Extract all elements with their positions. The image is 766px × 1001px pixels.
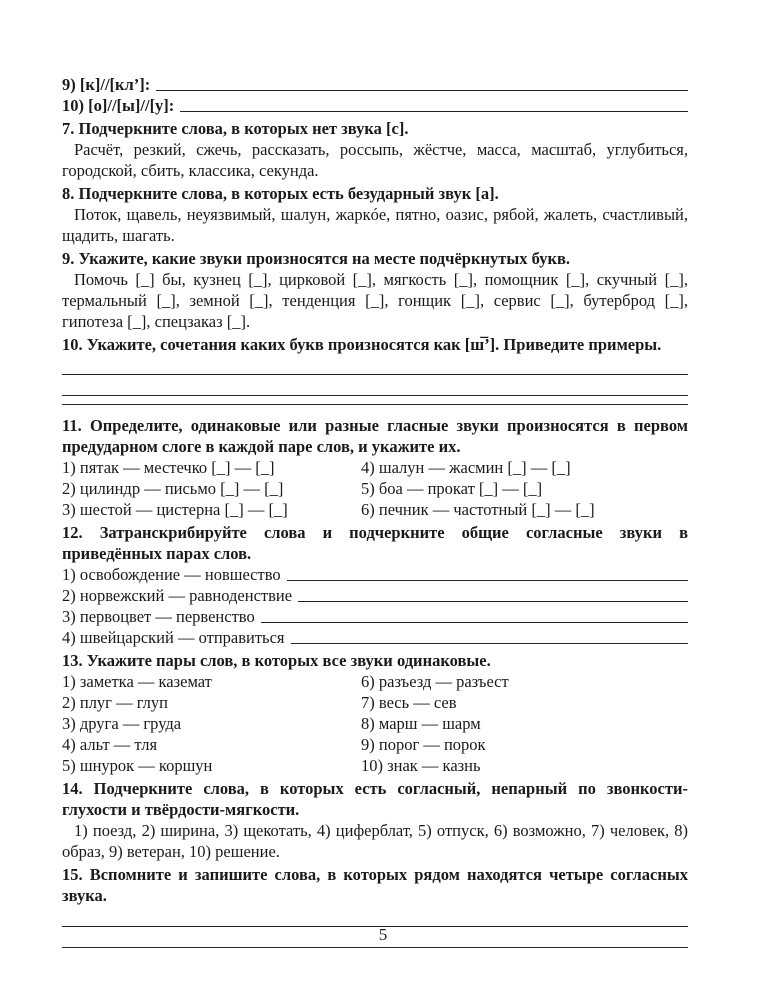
- row-label: 9) [к]//[кл’]:: [62, 75, 151, 94]
- list-item: 2) плуг — глуп: [62, 693, 168, 712]
- task-title: 10. Укажите, сочетания каких букв произносятся как [ш̅’]. Приведите примеры.: [62, 335, 662, 354]
- list-item: 4) шалун — жасмин [_] — [_]: [361, 458, 571, 477]
- task-body: Поток, щавель, неуязвимый, шалун, жаркóе, пятно, оазис, рябой, жалеть, счастливый, щадить, шагать.: [62, 205, 688, 245]
- answer-line[interactable]: [261, 622, 688, 623]
- row-label: 3) первоцвет — первенство: [62, 607, 255, 626]
- row-label: 10) [о]//[ы]//[у]:: [62, 96, 175, 115]
- page-number: 5: [378, 925, 388, 944]
- task-10: [62, 334, 688, 396]
- answer-line[interactable]: [291, 643, 689, 644]
- list-item: 6) разъезд — разъест: [361, 672, 509, 691]
- row-label: 1) освобождение — новшество: [62, 565, 281, 584]
- pairs-grid: [62, 457, 688, 520]
- task-13: [62, 650, 688, 776]
- task-11: [62, 415, 688, 520]
- answer-line[interactable]: [180, 111, 688, 112]
- task-title: 11. Определите, одинаковые или разные гласные звуки произносятся в первом предударном слоге в каждой паре слов, и укажите их.: [62, 416, 688, 456]
- task-title: 9. Укажите, какие звуки произносятся на месте подчёркнутых букв.: [62, 249, 571, 268]
- answer-line[interactable]: [298, 601, 688, 602]
- task-body: Помочь [_] бы, кузнец [_], цирковой [_], мягкость [_], помощник [_], скучный [_], термальный [_], земной [_], тенденция [_], гонщик [_], сервис [_], бутерброд [_], гипотеза [_], спецзаказ [_].: [62, 270, 688, 331]
- task-14: [62, 778, 688, 862]
- task-title: 15. Вспомните и запишите слова, в которых рядом находятся четыре согласных звука.: [62, 865, 688, 905]
- list-item: 1) пятак — местечко [_] — [_]: [62, 458, 275, 477]
- list-item: 10) знак — казнь: [361, 756, 481, 775]
- row-label: 2) норвежский — равноденствие: [62, 586, 293, 605]
- answer-line[interactable]: [62, 947, 688, 948]
- answer-row: [62, 74, 688, 95]
- answer-line[interactable]: [62, 395, 688, 396]
- list-item: 5) боа — прокат [_] — [_]: [361, 479, 543, 498]
- answer-row: [62, 95, 688, 116]
- task-title: 7. Подчеркните слова, в которых нет звука [с].: [62, 119, 409, 138]
- list-item: 7) весь — сев: [361, 693, 457, 712]
- list-item: 1) заметка — каземат: [62, 672, 212, 691]
- list-item: 9) порог — порок: [361, 735, 486, 754]
- row-label: 4) швейцарский — отправиться: [62, 628, 285, 647]
- task-body: 1) поезд, 2) ширина, 3) щекотать, 4) циферблат, 5) отпуск, 6) возможно, 7) человек, 8) образ, 9) ветеран, 10) решение.: [62, 821, 688, 861]
- task-7: [62, 118, 688, 181]
- answer-row: [62, 627, 688, 648]
- task-title: 8. Подчеркните слова, в которых есть безударный звук [а].: [62, 184, 499, 203]
- task-9: [62, 248, 688, 332]
- page-content: [62, 74, 688, 948]
- task-body: Расчёт, резкий, сжечь, рассказать, россыпь, жёстче, масса, масштаб, углубиться, городской, сбить, классика, секунда.: [62, 140, 688, 180]
- section-divider: [62, 404, 688, 405]
- task-title: 14. Подчеркните слова, в которых есть согласный, непарный по звонкости-глухости и твёрдости-мягкости.: [62, 779, 688, 819]
- pairs-grid: [62, 671, 688, 776]
- task-title: 13. Укажите пары слов, в которых все звуки одинаковые.: [62, 651, 491, 670]
- list-item: 3) шестой — цистерна [_] — [_]: [62, 500, 288, 519]
- list-item: 8) марш — шарм: [361, 714, 481, 733]
- answer-line[interactable]: [287, 580, 688, 581]
- answer-row: [62, 606, 688, 627]
- answer-line[interactable]: [156, 90, 688, 91]
- task-title: 12. Затранскрибируйте слова и подчеркните общие согласные звуки в приведённых парах слов.: [62, 523, 688, 563]
- answer-row: [62, 585, 688, 606]
- list-item: 2) цилиндр — письмо [_] — [_]: [62, 479, 284, 498]
- task-12: [62, 522, 688, 648]
- answer-row: [62, 564, 688, 585]
- task-8: [62, 183, 688, 246]
- list-item: 3) друга — груда: [62, 714, 182, 733]
- list-item: 6) печник — частотный [_] — [_]: [361, 500, 595, 519]
- list-item: 5) шнурок — коршун: [62, 756, 213, 775]
- list-item: 4) альт — тля: [62, 735, 158, 754]
